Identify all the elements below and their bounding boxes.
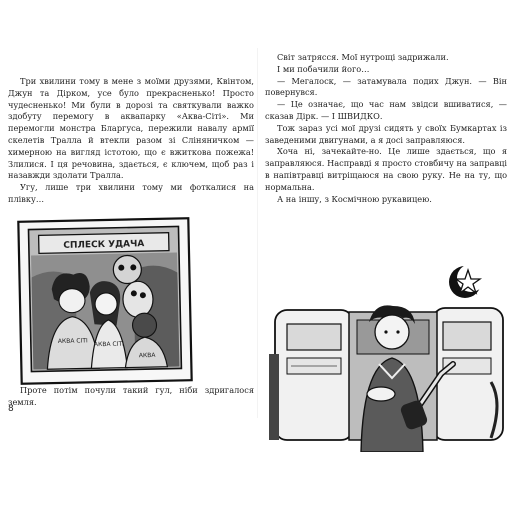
shirt-label: АКВА СІТІ [57, 337, 88, 345]
left-page [8, 40, 256, 440]
gutter [257, 48, 258, 418]
paragraph: — Це означає, що час нам звідси вшиватися, — сказав Дірк. — І ШВИДКО. [265, 99, 507, 121]
paragraph: Світ затрясся. Мої нутрощі задрижали. [277, 52, 449, 62]
shirt-label: АКВА [138, 351, 156, 360]
right-page [265, 40, 511, 440]
paragraph: — Мегалоск, — затамувала подих Джун. — Він повернувся. [265, 75, 507, 98]
page-number: 8 [8, 404, 14, 414]
polaroid-photo-illustration [16, 216, 194, 386]
left-text-top [8, 76, 254, 206]
paragraph: Тож зараз усі мої друзі сидять у своїх Бумкартах із заведеними двигунами, а я досі заправляюся. [265, 122, 507, 145]
crescent-star-icon [449, 264, 485, 298]
paragraph: А на іншу, з Космічною рукавицею. [277, 193, 432, 204]
left-text-bottom [8, 385, 254, 409]
shirt-label: АКВА СІТІ [93, 340, 124, 349]
paragraph: Три хвилини тому в мене з моїми друзями, Квінтом, Джун та Дірком, усе було прекрасненько! Просто чудесненько! Ми були в дорозі та святкували важко здобуту перемогу в аквапарку «Аква-Сіті». Ми перемогли монстра Бларгуса, пережили навалу армії скелетів Тралла й втекли разом зі Сліняничком — химерною на вигляд істотою, що є вжиткова пожежа!Злилися. І ця речовина, здається, є ключем, щоб раз і назавжди здолати Тралла. [8, 76, 254, 181]
paragraph: Хоча ні, зачекайте-но. Це лише здається, що я заправляюся. Насправді я просто стовбичу на заправці в напівтравці витріщаюся на свою руку. Не на ту, що нормальна. [265, 146, 507, 192]
banner-text: СПЛЕСК УДАЧА [63, 239, 145, 251]
gas-station-illustration [265, 262, 509, 452]
paragraph: Проте потім почули такий гул, ніби здригалося земля. [8, 385, 254, 407]
right-text [265, 52, 507, 205]
paragraph: Угу, лише три хвилини тому ми фоткалися на плівку… [8, 182, 254, 204]
paragraph: І ми побачили його… [277, 63, 370, 74]
